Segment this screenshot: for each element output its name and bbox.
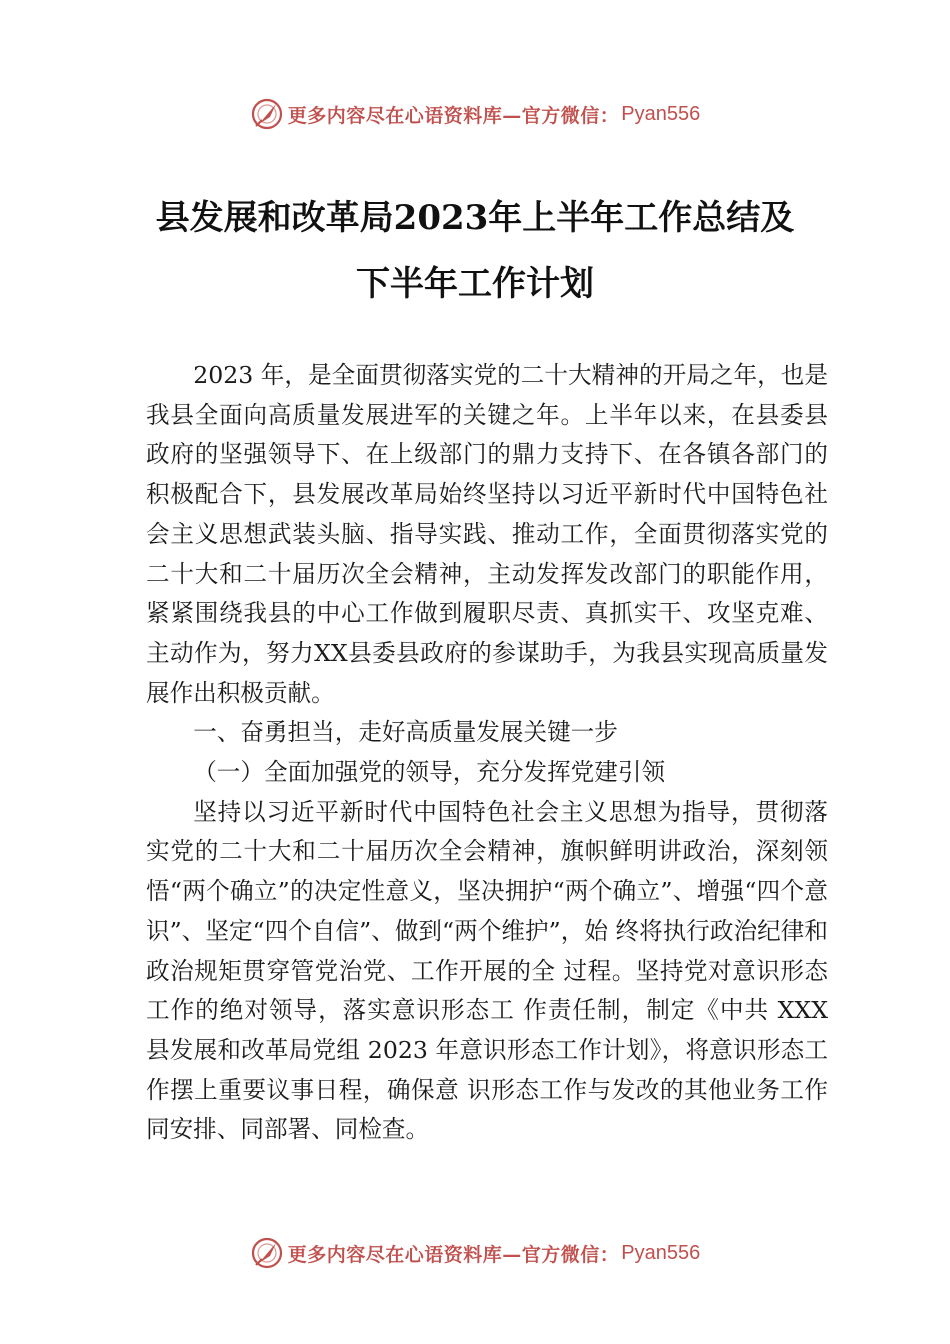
watermark-banner-bottom	[0, 1233, 950, 1273]
paragraph-party-leadership: 坚持以习近平新时代中国特色社会主义思想为指导，贯彻落实党的二十大和二十届历次全会精神，旗帜鲜明讲政治，深刻领悟“两个确立”的决定性意义，坚决拥护“两个确立”、增强“四个意识”、坚定“四个自信”、做到“两个维护”，始 终将执行政治纪律和政治规矩贯穿管党治党、工作开展的全 过程。坚持党对意识形态工作的绝对领导，落实意识形态工 作责任制，制定《中共 XXX 县发展和改革局党组 2023 年意识形态工作计划》，将意识形态工作摆上重要议事日程，确保意 识形态工作与发改的其他业务工作同安排、同部署、同检查。	[146, 797, 828, 1144]
document-body	[146, 356, 828, 1150]
section-heading: 一、奋勇担当，走好高质量发展关键一步	[193, 718, 618, 747]
watermark-wechat-id: Pyan556	[621, 1241, 701, 1264]
feather-quill-logo-icon	[250, 1236, 284, 1270]
document-title-line-1: 县发展和改革局2023年上半年工作总结及	[155, 198, 795, 238]
subsection-heading: （一）全面加强党的领导，充分发挥党建引领	[193, 758, 666, 787]
feather-quill-logo-icon	[250, 97, 284, 131]
watermark-text: 更多内容尽在心语资料库—官方微信：	[287, 1243, 620, 1266]
paragraph-intro: 2023 年，是全面贯彻落实党的二十大精神的开局之年，也是我县全面向高质量发展进军的关键之年。上半年以来，在县委县政府的坚强领导下、在上级部门的鼎力支持下、在各镇各部门的积极配合下，县发展改革局始终坚持以习近平新时代中国特色社会主义思想武装头脑、指导实践、推动工作，全面贯彻落实党的二十大和二十届历次全会精神，主动发挥发改部门的职能作用，紧紧围绕我县的中心工作做到履职尽责、真抓实干、攻坚克难、主动作为，努力XX县委县政府的参谋助手，为我县实现高质量发展作出积极贡献。	[146, 361, 828, 707]
watermark-text: 更多内容尽在心语资料库—官方微信：	[287, 104, 620, 127]
document-title-line-2: 下半年工作计划	[356, 264, 594, 304]
watermark-banner-top	[0, 94, 950, 134]
watermark-wechat-id: Pyan556	[621, 102, 701, 125]
